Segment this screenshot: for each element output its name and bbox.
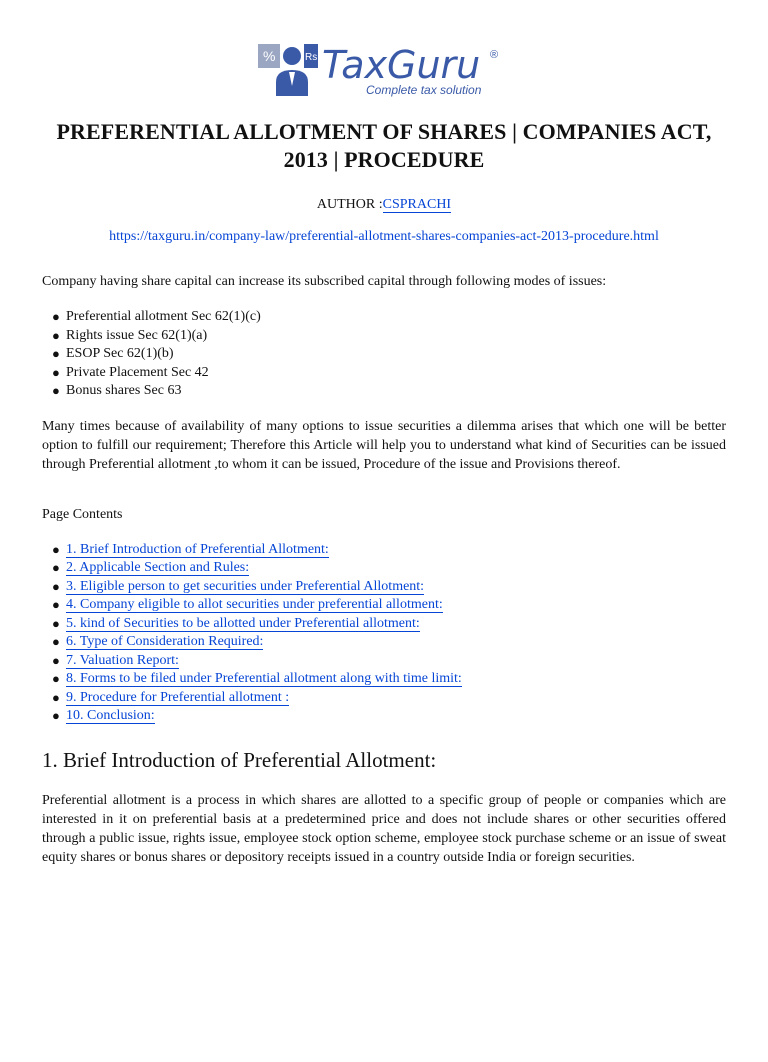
section-1-paragraph: Preferential allotment is a process in which shares are allotted to a specific group of people or companies which are interested in it on preferential basis at a predetermined price and does not include shares or other securities offered through a public issue, rights issue, employee stock option scheme, employee stock purchase scheme or an issue of sweat equity shares or bonus shares or depository receipts issued in a country outside India or foreign securities.: [42, 792, 726, 865]
bullet-icon: ●: [52, 383, 60, 398]
author-link[interactable]: CSPRACHI: [382, 197, 452, 212]
list-item-text: ESOP Sec 62(1)(b): [66, 346, 174, 361]
bullet-icon: ●: [52, 615, 60, 631]
toc-link[interactable]: 6. Type of Consideration Required:: [66, 634, 264, 649]
list-item: [52, 345, 726, 364]
toc-link[interactable]: 5. kind of Securities to be allotted under Preferential allotment:: [66, 615, 420, 631]
toc-link[interactable]: 2. Applicable Section and Rules:: [66, 560, 250, 575]
toc-link[interactable]: 4. Company eligible to allot securities under preferential allotment:: [66, 597, 443, 612]
toc-link[interactable]: 3. Eligible person to get securities under Preferential Allotment:: [66, 578, 425, 594]
section-1-heading: 1. Brief Introduction of Preferential Allotment:: [42, 747, 437, 772]
bullet-icon: ●: [52, 689, 60, 705]
source-url-link[interactable]: https://taxguru.in/company-law/preferential-allotment-shares-companies-act-2013-procedure.html: [109, 229, 659, 244]
bullet-icon: ●: [52, 708, 60, 723]
bullet-icon: ●: [52, 671, 60, 686]
logo-tagline: Complete tax solution: [366, 83, 482, 97]
list-item: [52, 327, 726, 346]
toc-link[interactable]: 9. Procedure for Preferential allotment :: [66, 689, 290, 705]
bullet-icon: ●: [52, 364, 60, 380]
list-item: [52, 382, 726, 401]
bullet-icon: ●: [52, 541, 60, 557]
issue-modes-list: [42, 308, 726, 401]
bullet-icon: ●: [52, 327, 60, 343]
bullet-icon: ●: [52, 578, 60, 594]
list-item: [52, 308, 726, 327]
toc-item: [52, 670, 726, 689]
toc-link[interactable]: 7. Valuation Report:: [66, 652, 179, 668]
document-page: [0, 38, 768, 1062]
taxguru-logo-graphic: [254, 38, 514, 100]
bullet-icon: ●: [52, 346, 60, 361]
toc-link[interactable]: 8. Forms to be filed under Preferential allotment along with time limit:: [66, 671, 462, 686]
list-item-text: Rights issue Sec 62(1)(a): [66, 327, 208, 343]
toc-link[interactable]: 1. Brief Introduction of Preferential Allotment:: [66, 541, 329, 557]
registered-mark: ®: [490, 49, 499, 61]
explanation-paragraph: Many times because of availability of many options to issue securities a dilemma arises that which one will be better option to fulfill our requirement; Therefore this Article will help you to understand what kind of Securities can be issued through Preferential allotment ,to whom it can be issued, Procedure of the issue and Provisions thereof.: [42, 418, 726, 472]
rupee-glyph: Rs: [305, 52, 318, 63]
intro-paragraph: Company having share capital can increase its subscribed capital through following modes of issues:: [42, 274, 607, 289]
toc-item: [52, 615, 726, 634]
page-contents-heading: Page Contents: [42, 506, 123, 522]
author-line: [42, 196, 726, 214]
toc-item: [52, 578, 726, 597]
bullet-icon: ●: [52, 597, 60, 612]
percent-glyph: %: [263, 48, 276, 64]
taxguru-wordmark: TaxGuru: [322, 43, 481, 87]
author-label: AUTHOR :: [316, 197, 383, 212]
list-item-text: Bonus shares Sec 63: [66, 383, 182, 398]
list-item-text: Private Placement Sec 42: [66, 364, 209, 380]
person-head-icon: [283, 47, 301, 65]
taxguru-logo[interactable]: [254, 38, 514, 100]
article-title: PREFERENTIAL ALLOTMENT OF SHARES | COMPANIES ACT, 2013 | PROCEDURE: [56, 119, 712, 172]
table-of-contents: [42, 541, 726, 726]
toc-item: [52, 652, 726, 671]
toc-item: [52, 596, 726, 615]
bullet-icon: ●: [52, 634, 60, 649]
toc-item: [52, 559, 726, 578]
toc-item: [52, 689, 726, 708]
list-item-text: Preferential allotment Sec 62(1)(c): [66, 309, 261, 324]
bullet-icon: ●: [52, 652, 60, 668]
toc-item: [52, 633, 726, 652]
bullet-icon: ●: [52, 560, 60, 575]
bullet-icon: ●: [52, 309, 60, 324]
toc-item: [52, 707, 726, 726]
list-item: [52, 364, 726, 383]
toc-item: [52, 541, 726, 560]
toc-link[interactable]: 10. Conclusion:: [66, 708, 155, 723]
